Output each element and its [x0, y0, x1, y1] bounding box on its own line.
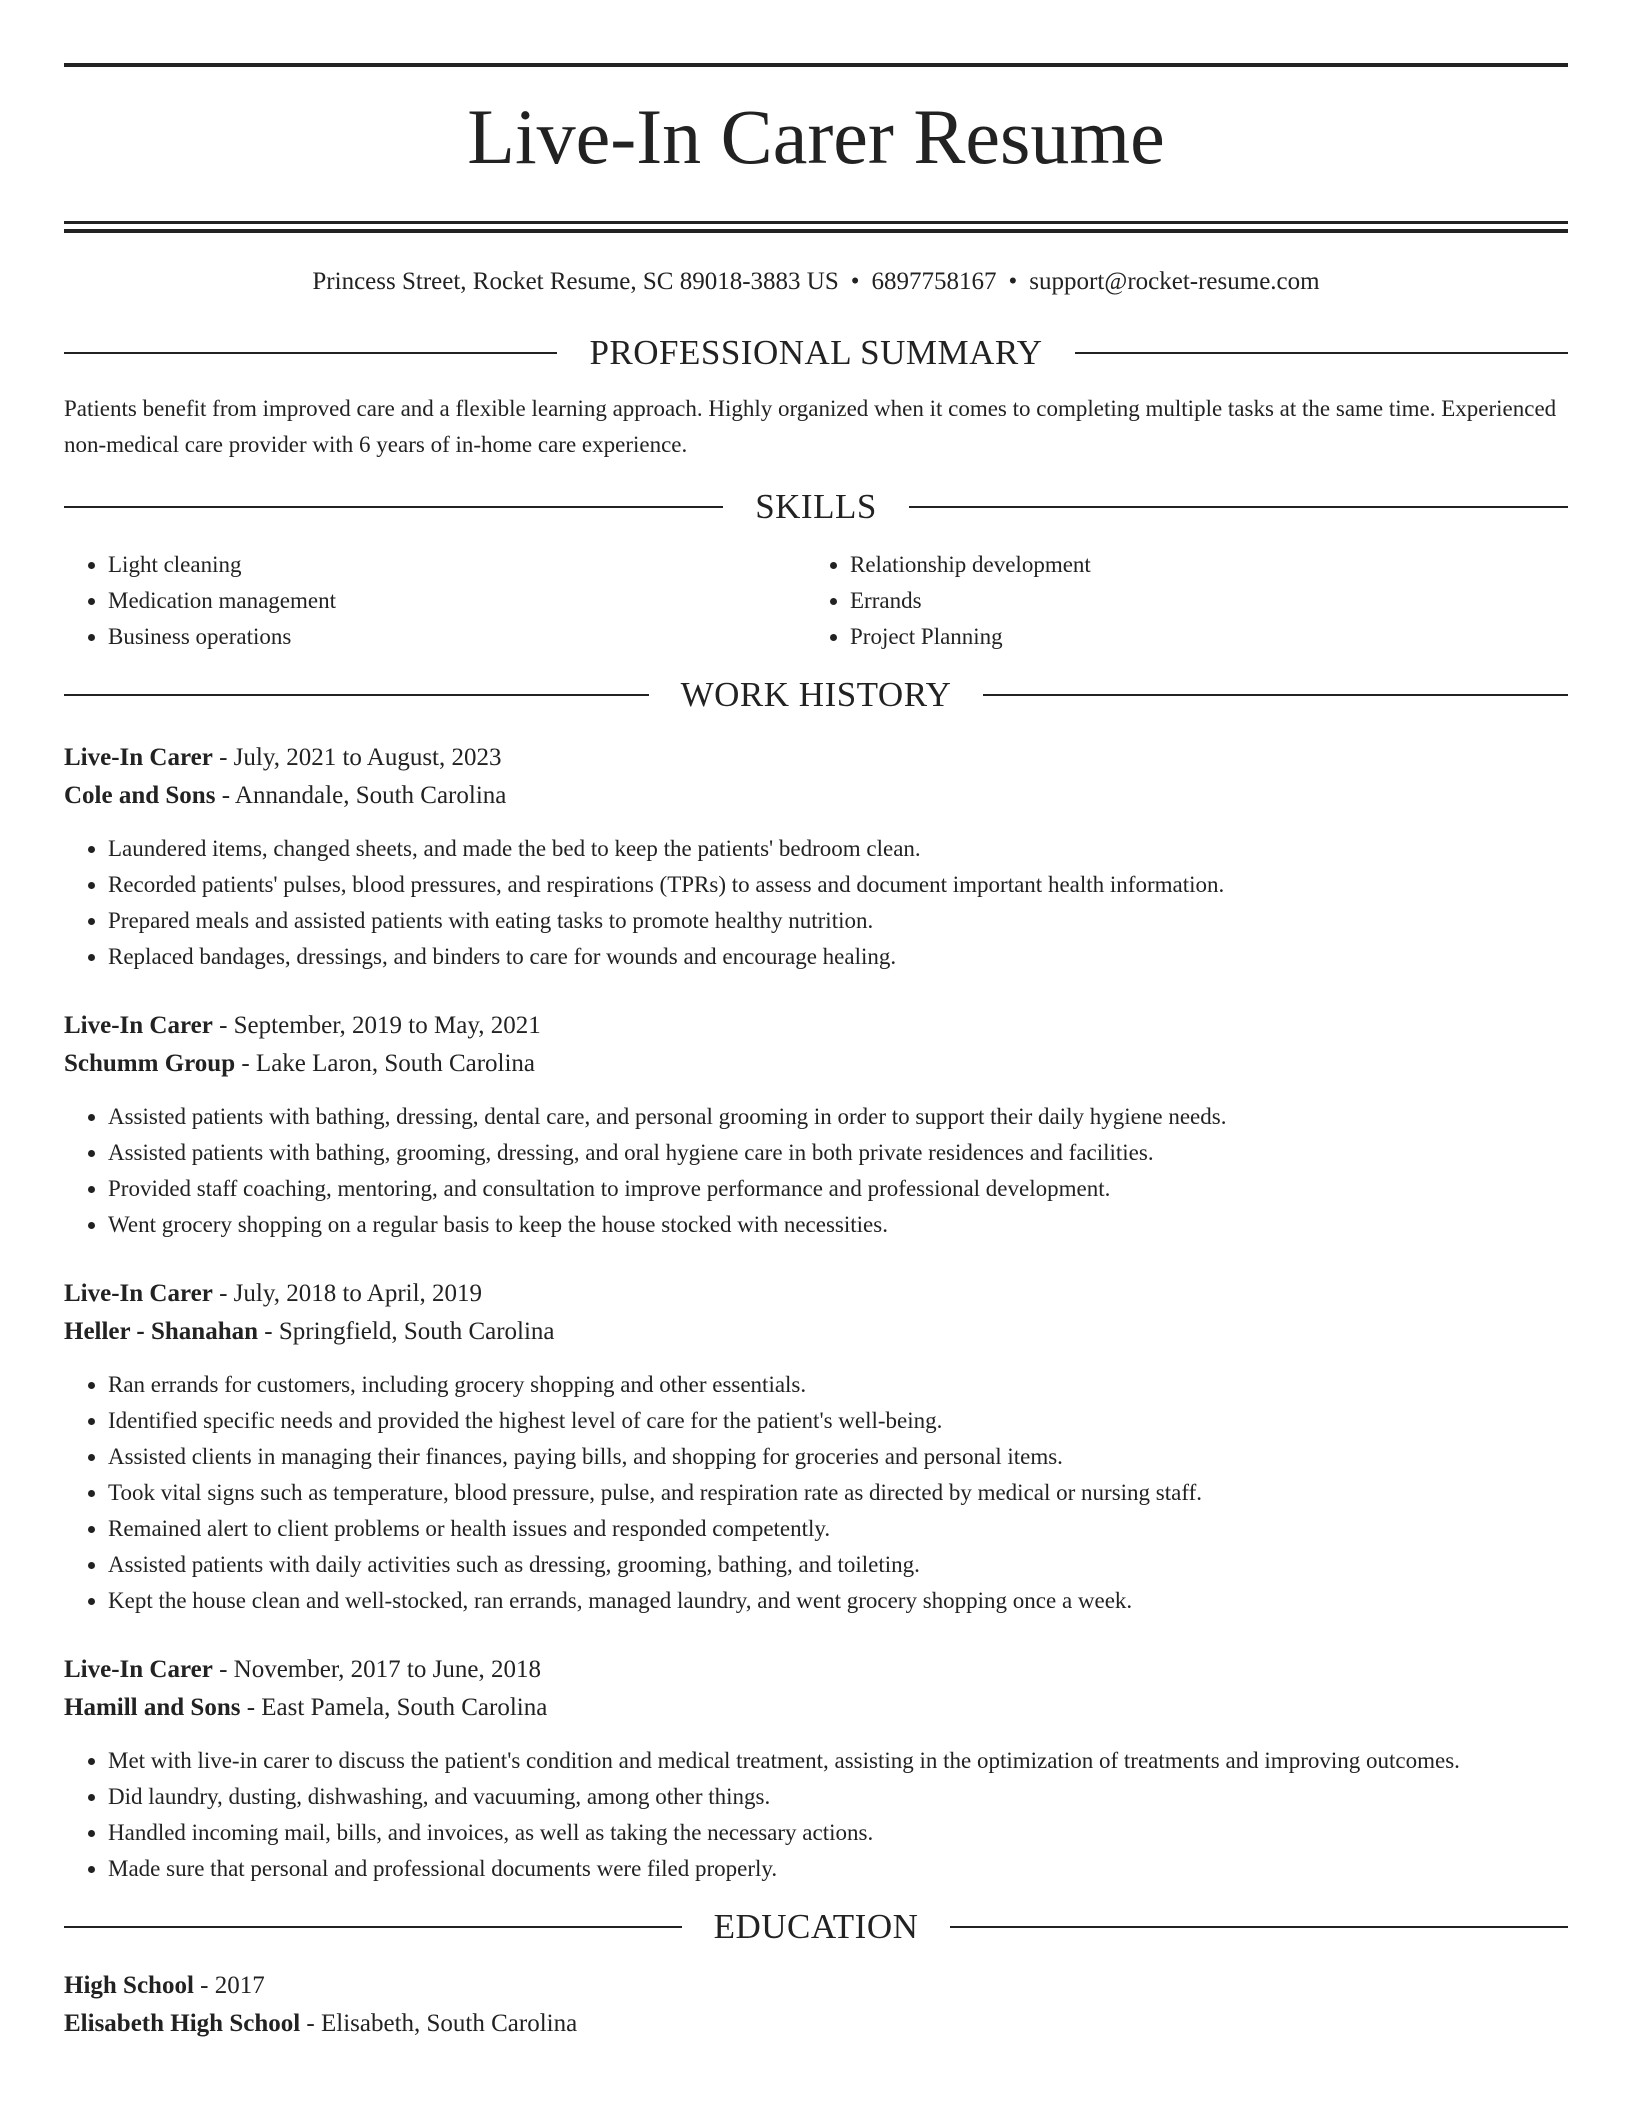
skills-column-right: [806, 547, 1548, 655]
education-school-line: [64, 2005, 1568, 2043]
job-bullet: • Identified specific needs and provided the highest level of care for the patient's well-being.: [108, 1403, 1568, 1439]
job-bullet: • Did laundry, dusting, dishwashing, and vacuuming, among other things.: [108, 1779, 1568, 1815]
heading-rule: [64, 352, 557, 354]
job-dates: - November, 2017 to June, 2018: [212, 1656, 541, 1683]
job-bullets: [64, 831, 1568, 975]
job-bullet: • Went grocery shopping on a regular basis to keep the house stocked with necessities.: [108, 1207, 1568, 1243]
education-degree-line: [64, 1967, 1568, 2005]
job-company-line: [64, 1313, 1568, 1351]
job-bullet: • Met with live-in carer to discuss the patient's condition and medical treatment, assisting in the optimization of treatments and improving outcomes.: [108, 1743, 1568, 1779]
heading-rule: [950, 1926, 1568, 1928]
job-dates: - September, 2019 to May, 2021: [212, 1012, 541, 1039]
job-company: Hamill and Sons: [64, 1694, 241, 1721]
job-bullet: • Laundered items, changed sheets, and made the bed to keep the patients' bedroom clean.: [108, 831, 1568, 867]
heading-rule: [64, 1926, 682, 1928]
skills-column-left: [64, 547, 806, 655]
education-entry: [64, 1967, 1568, 2043]
heading-rule: [1075, 352, 1568, 354]
section-title: SKILLS: [755, 487, 877, 526]
job-entry: [64, 739, 1568, 975]
job-bullet: • Took vital signs such as temperature, blood pressure, pulse, and respiration rate as directed by medical or nursing staff.: [108, 1475, 1568, 1511]
section-title: PROFESSIONAL SUMMARY: [589, 333, 1043, 372]
contact-separator: •: [850, 268, 860, 295]
skill-item: • Medication management: [108, 583, 806, 619]
section-heading-education: [64, 1907, 1568, 1947]
job-bullets: [64, 1099, 1568, 1243]
contact-email[interactable]: support@rocket-resume.com: [1029, 268, 1320, 295]
job-title-line: [64, 1275, 1568, 1313]
job-title-line: [64, 1007, 1568, 1045]
job-company-line: [64, 1045, 1568, 1083]
job-company: Cole and Sons: [64, 782, 216, 809]
contact-address: Princess Street, Rocket Resume, SC 89018-3883 US: [312, 268, 839, 295]
heading-rule: [983, 694, 1568, 696]
contact-separator: •: [1008, 268, 1018, 295]
job-entry: [64, 1007, 1568, 1243]
skills-list: [64, 547, 1568, 655]
education-school: Elisabeth High School: [64, 2010, 301, 2037]
job-title: Live-In Carer: [64, 1012, 213, 1039]
summary-text: Patients benefit from improved care and a flexible learning approach. Highly organized when it comes to completing multiple tasks at the same time. Experienced non-medical care provider with 6 years of in-home care experience.: [64, 396, 1557, 457]
job-entry: [64, 1275, 1568, 1619]
job-location: - East Pamela, South Carolina: [240, 1694, 548, 1721]
work-history: [64, 739, 1568, 1887]
job-bullet: • Provided staff coaching, mentoring, and consultation to improve performance and professional development.: [108, 1171, 1568, 1207]
job-bullet: • Prepared meals and assisted patients with eating tasks to promote healthy nutrition.: [108, 903, 1568, 939]
education-location: - Elisabeth, South Carolina: [300, 2010, 578, 2037]
job-title-line: [64, 1651, 1568, 1689]
job-bullet: • Replaced bandages, dressings, and binders to care for wounds and encourage healing.: [108, 939, 1568, 975]
skill-item: • Relationship development: [850, 547, 1548, 583]
section-heading-skills: [64, 487, 1568, 527]
job-title: Live-In Carer: [64, 1280, 213, 1307]
job-title: Live-In Carer: [64, 1656, 213, 1683]
section-title: WORK HISTORY: [680, 675, 952, 714]
skill-item: • Light cleaning: [108, 547, 806, 583]
section-heading-work: [64, 675, 1568, 715]
resume-page: [64, 0, 1568, 2043]
contact-phone: 6897758167: [871, 268, 997, 295]
job-bullet: • Kept the house clean and well-stocked, ran errands, managed laundry, and went grocery shopping once a week.: [108, 1583, 1568, 1619]
job-bullet: • Assisted patients with bathing, grooming, dressing, and oral hygiene care in both private residences and facilities.: [108, 1135, 1568, 1171]
heading-rule: [64, 694, 649, 696]
job-company-line: [64, 777, 1568, 815]
heading-rule: [64, 506, 723, 508]
title-double-rule: [64, 221, 1568, 233]
job-bullet: • Recorded patients' pulses, blood pressures, and respirations (TPRs) to assess and document important health information.: [108, 867, 1568, 903]
job-title-line: [64, 739, 1568, 777]
resume-title: Live-In Carer Resume: [467, 93, 1165, 180]
job-entry: [64, 1651, 1568, 1887]
contact-line: [64, 267, 1568, 297]
job-bullets: [64, 1367, 1568, 1619]
heading-rule: [909, 506, 1568, 508]
job-company: Schumm Group: [64, 1050, 236, 1077]
job-company: Heller - Shanahan: [64, 1318, 259, 1345]
job-bullet: • Assisted patients with daily activities such as dressing, grooming, bathing, and toileting.: [108, 1547, 1568, 1583]
job-company-line: [64, 1689, 1568, 1727]
skill-item: • Business operations: [108, 619, 806, 655]
education-degree: High School: [64, 1972, 194, 1999]
job-location: - Lake Laron, South Carolina: [235, 1050, 536, 1077]
job-bullet: • Handled incoming mail, bills, and invoices, as well as taking the necessary actions.: [108, 1815, 1568, 1851]
job-bullet: • Ran errands for customers, including grocery shopping and other essentials.: [108, 1367, 1568, 1403]
job-dates: - July, 2018 to April, 2019: [212, 1280, 483, 1307]
job-bullet: • Made sure that personal and professional documents were filed properly.: [108, 1851, 1568, 1887]
top-rule: [64, 63, 1568, 67]
skill-item: • Project Planning: [850, 619, 1548, 655]
section-title: EDUCATION: [713, 1907, 919, 1946]
job-location: - Annandale, South Carolina: [215, 782, 507, 809]
job-bullet: • Remained alert to client problems or health issues and responded competently.: [108, 1511, 1568, 1547]
job-bullet: • Assisted patients with bathing, dressing, dental care, and personal grooming in order to support their daily hygiene needs.: [108, 1099, 1568, 1135]
section-heading-summary: [64, 333, 1568, 373]
job-dates: - July, 2021 to August, 2023: [212, 744, 502, 771]
skill-item: • Errands: [850, 583, 1548, 619]
job-bullets: [64, 1743, 1568, 1887]
job-title: Live-In Carer: [64, 744, 213, 771]
education-year: - 2017: [193, 1972, 265, 1999]
job-bullet: • Assisted clients in managing their finances, paying bills, and shopping for groceries and personal items.: [108, 1439, 1568, 1475]
job-location: - Springfield, South Carolina: [258, 1318, 555, 1345]
